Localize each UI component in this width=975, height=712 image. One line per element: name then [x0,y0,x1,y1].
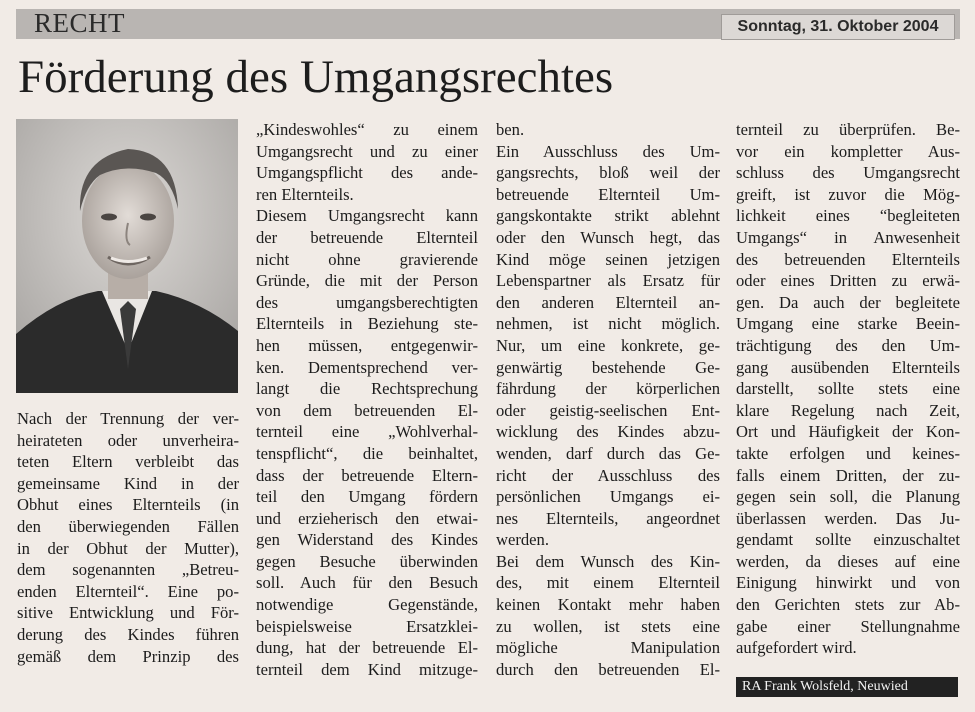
article-line: des umgangsberechtigten [256,292,478,312]
article-line: den überwiegenden Fällen [17,516,239,536]
article-line: werden. [496,530,549,550]
article-line: nehmen, ist nicht möglich. [496,314,720,334]
article-line: derung des Kindes führen [17,624,239,644]
article-line: langt die Rechtsprechung [256,379,478,399]
article-line: den Gerichten stets zur Ab- [736,595,960,615]
article-line: vor ein kompletter Aus- [736,141,960,161]
article-line: dass der betreuende Eltern- [256,465,478,485]
article-line: Umgang eine starke Beein- [736,314,960,334]
article-line: gegen Besuche überwinden [256,551,478,571]
article-line: den anderen Elternteil an- [496,292,720,312]
article-line: Umgangsrecht und zu einer [256,141,478,161]
article-line: betreuende Elternteil Um- [496,184,720,204]
article-line: teten Eltern verbleibt das [17,452,239,472]
article-line: Kind möge seinen jetzigen [496,249,720,269]
article-column-3 [496,119,720,680]
article-line: Diesem Umgangsrecht kann [256,206,478,226]
article-headline: Förderung des Umgangsrechtes [18,51,614,103]
article-column-1 [17,408,239,667]
article-line: mögliche Manipulation [496,638,720,658]
article-line: „Kindeswohles“ zu einem [256,120,478,139]
article-line: persönlichen Umgangs ei- [496,487,720,507]
article-line: gang ausübenden Elternteils [736,357,960,377]
article-line: darstellt, sollte stets eine [736,379,960,399]
article-line: beispielsweise Ersatzklei- [256,616,478,636]
date-label: Sonntag, 31. Oktober 2004 [721,14,955,40]
article-line: gen. Da auch der begleitete [736,292,960,312]
article-line: durch den betreuenden El- [496,659,720,679]
article-line: notwendige Gegenstände, [256,595,478,615]
article-line: wenden, darf durch das Ge- [496,443,720,463]
article-line: oder geistig-seelischen Ent- [496,400,720,420]
article-line: Gründe, die mit der Person [256,271,478,291]
article-line: gendamt sollte einzuschaltet [736,530,960,550]
article-line: keinen Kontakt mehr haben [496,595,720,615]
article-line: Nur, um eine konkrete, ge- [496,335,720,355]
article-line: richt der Ausschluss des [496,465,720,485]
article-line: trächtigung des den Um- [736,335,960,355]
article-line: ternteil zu überprüfen. Be- [736,120,960,139]
article-line: tenspflicht“, die beinhaltet, [256,443,478,463]
article-line: ben. [496,120,525,139]
article-line: gangsrechts, bloß weil der [496,163,720,183]
article-line: zu wollen, ist stets eine [496,616,720,636]
article-line: Lebenspartner als Ersatz für [496,271,720,291]
article-line: genwärtig bestehende Ge- [496,357,720,377]
article-line: greift, ist zuvor die Mög- [736,184,960,204]
article-line: gemäß dem Prinzip des [17,646,239,666]
article-line: sitive Entwicklung und För- [17,603,239,623]
article-line: und erzieherisch den etwai- [256,508,478,528]
article-line: gen Widerstand des Kindes [256,530,478,550]
article-line: Ort und Häufigkeit der Kon- [736,422,960,442]
article-line: schluss des Umgangsrecht [736,163,960,183]
article-line: heirateten oder unverheira- [17,430,239,450]
article-line: in der Obhut der Mutter), [17,538,239,558]
article-line: lichkeit eines “begleiteten [736,206,960,226]
article-line: fährdung der körperlichen [496,379,720,399]
article-line: gangskontakte strikt ablehnt [496,206,720,226]
article-line: soll. Auch für den Besuch [256,573,478,593]
article-column-2 [256,119,478,680]
article-line: Einigung hinwirkt und von [736,573,960,593]
article-line: ren Elternteils. [256,184,354,204]
article-line: enden Elternteil“. Eine po- [17,581,239,601]
section-label: RECHT [34,8,126,38]
article-line: nes Elternteils, angeordnet [496,508,720,528]
article-line: takte erfolgen und keines- [736,443,960,463]
article-line: dem sogenannten „Betreu- [17,560,239,580]
article-line: Elternteils in Beziehung ste- [256,314,478,334]
article-line: gemeinsame Kind in der [17,473,239,493]
article-line: Umgangspflicht des ande- [256,163,478,183]
portrait-image [16,119,238,393]
article-line: dung, hat der betreuende El- [256,638,478,658]
article-line: Nach der Trennung der ver- [17,409,239,428]
article-line: des betreuenden Elternteils [736,249,960,269]
author-photo [16,119,238,393]
article-line: des, mit einem Elternteil [496,573,720,593]
article-column-4 [736,119,960,659]
article-line: ken. Dementsprechend ver- [256,357,478,377]
article-line: werden, da dieses auf eine [736,551,960,571]
article-line: überlassen werden. Das Ju- [736,508,960,528]
article-line: der betreuende Elternteil [256,227,478,247]
article-line: oder eines Dritten zu erwä- [736,271,960,291]
article-line: teil den Umgang fördern [256,487,478,507]
article-line: Umgangs“ in Anwesenheit [736,227,960,247]
article-line: falls einem Dritten, der zu- [736,465,960,485]
article-line: Ein Ausschluss des Um- [496,141,720,161]
author-byline: RA Frank Wolsfeld, Neuwied [736,677,958,697]
article-line: Obhut eines Elternteils (in [17,495,239,515]
article-line: nicht ohne gravierende [256,249,478,269]
article-line: hen müssen, entgegenwir- [256,335,478,355]
article-line: ternteil dem Kind mitzuge- [256,659,478,679]
article-line: klare Regelung nach Zeit, [736,400,960,420]
article-line: aufgefordert wird. [736,638,857,658]
article-line: von dem betreuenden El- [256,400,478,420]
article-line: gabe einer Stellungnahme [736,616,960,636]
article-line: wicklung des Kindes abzu- [496,422,720,442]
article-line: gegen sein soll, die Planung [736,487,960,507]
article-line: Bei dem Wunsch des Kin- [496,551,720,571]
article-line: ternteil eine „Wohlverhal- [256,422,478,442]
article-line: oder den Wunsch hegt, das [496,227,720,247]
